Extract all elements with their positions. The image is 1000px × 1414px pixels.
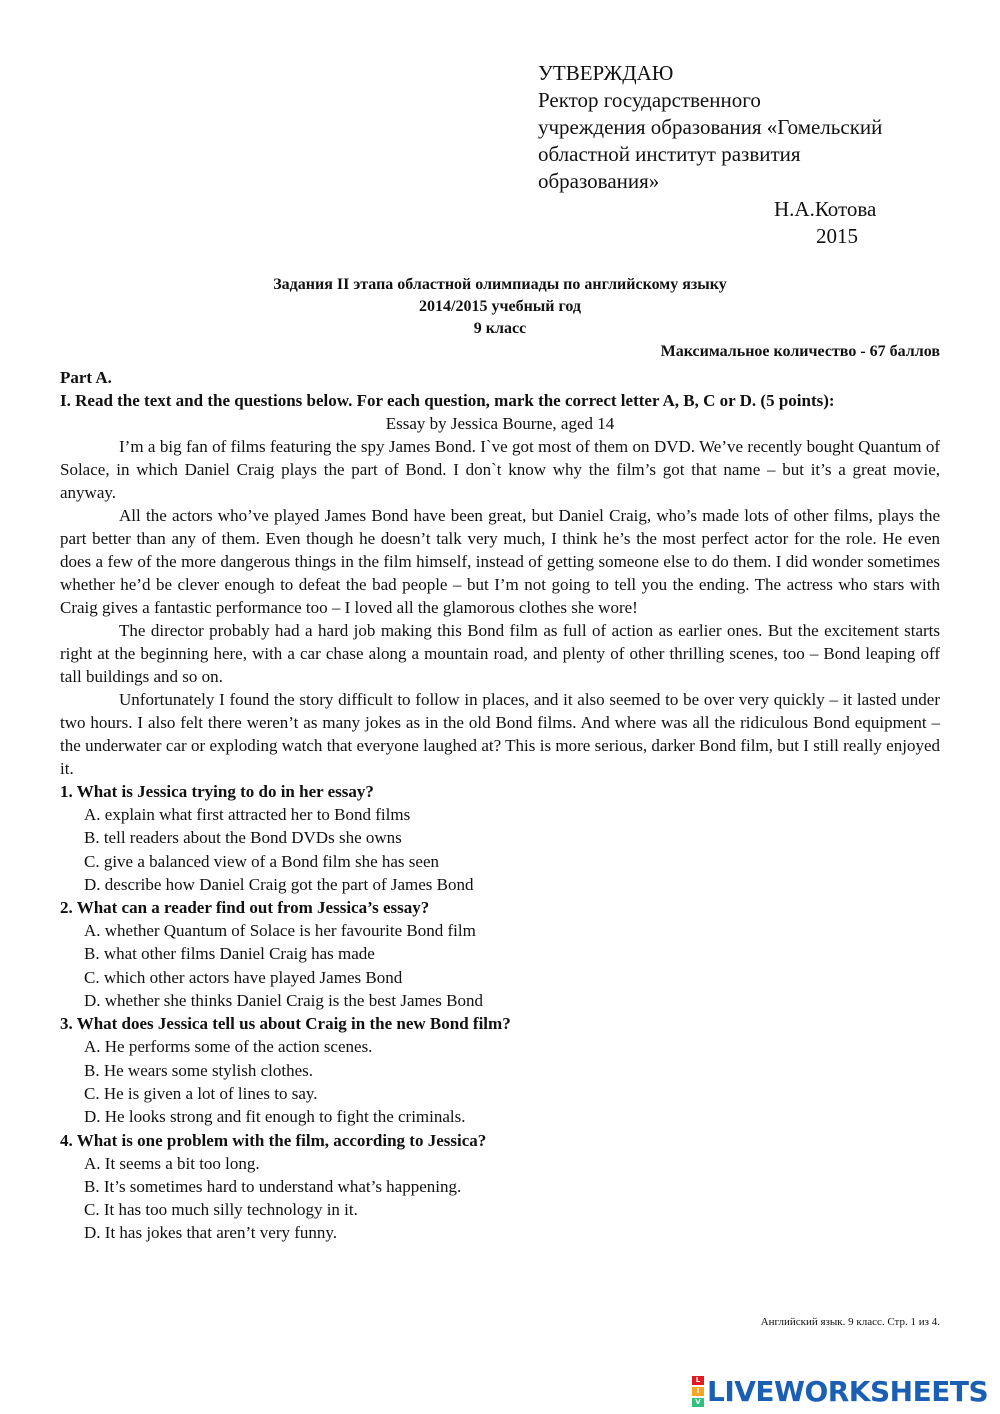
page-footer: Английский язык. 9 класс. Стр. 1 из 4.: [760, 1316, 940, 1328]
answer-option[interactable]: D. describe how Daniel Craig got the part of James Bond: [84, 874, 474, 894]
approval-line-3: областной институт развития: [538, 142, 801, 166]
essay-paragraph: The director probably had a hard job making this Bond film as full of action as earlier ones. But the excitement starts right at the beginning here, with a car chase along a mountain road, and plenty of other thrilling scenes, too – Bond leaping off tall buildings and so on.: [60, 621, 940, 686]
answer-option[interactable]: D. It has jokes that aren’t very funny.: [84, 1223, 338, 1243]
approval-line-1: Ректор государственного: [538, 88, 761, 112]
answer-option[interactable]: C. He is given a lot of lines to say.: [84, 1083, 318, 1103]
essay-paragraph: All the actors who’ve played James Bond have been great, but Daniel Craig, who’s made lots of other films, plays the part better than any of them. Even though he doesn’t talk very much, I think he’s the most perfect actor for the role. He even does a few of the more dangerous things in the film himself, instead of getting someone else to do them. I did wonder sometimes whether he’d be clever enough to defeat the bad people – but I’m not going to tell you the ending. The actress who stars with Craig gives a fantastic performance too – I loved all the glamorous clothes she wore!: [60, 506, 940, 617]
answer-option[interactable]: A. He performs some of the action scenes.: [84, 1037, 373, 1057]
essay-title: Essay by Jessica Bourne, aged 14: [385, 414, 615, 433]
approval-block: [538, 60, 958, 248]
task-instruction: I. Read the text and the questions below. For each question, mark the correct letter A, B, C or D. (5 points):: [60, 391, 835, 410]
approval-title: УТВЕРЖДАЮ: [538, 61, 674, 85]
essay-paragraph: Unfortunately I found the story difficult to follow in places, and it also seemed to be over very quickly – it lasted under two hours. I also felt there weren’t as many jokes as in the old Bond films. And where was all the ridiculous Bond equipment – the underwater car or exploding watch that everyone laughed at? This is more serious, darker Bond film, but I still really enjoyed it.: [60, 690, 940, 778]
document-header: [0, 274, 1000, 340]
logo-mark-icon: [692, 1375, 704, 1408]
answer-option[interactable]: A. explain what first attracted her to Bond films: [84, 805, 411, 824]
answer-option[interactable]: C. which other actors have played James Bond: [84, 967, 403, 987]
approval-line-4: образования»: [538, 169, 660, 193]
logo-square: I: [692, 1387, 704, 1396]
question-block: [60, 896, 940, 1012]
approval-signatory: Н.А.Котова: [774, 197, 877, 221]
question-block: [60, 1012, 940, 1128]
max-points: Максимальное количество - 67 баллов: [660, 343, 940, 360]
answer-option[interactable]: A. It seems a bit too long.: [84, 1153, 260, 1173]
approval-year: 2015: [816, 224, 858, 248]
question-3: 3. What does Jessica tell us about Craig in the new Bond film?: [60, 1014, 511, 1034]
question-block: [60, 1129, 940, 1245]
answer-option[interactable]: C. give a balanced view of a Bond film she has seen: [84, 851, 440, 871]
document-title: Задания II этапа областной олимпиады по английскому языку: [273, 276, 727, 293]
answer-option[interactable]: B. tell readers about the Bond DVDs she owns: [84, 828, 402, 848]
grade: 9 класс: [473, 320, 527, 337]
answer-option[interactable]: A. whether Quantum of Solace is her favourite Bond film: [84, 921, 476, 941]
question-1: 1. What is Jessica trying to do in her essay?: [60, 782, 374, 801]
answer-option[interactable]: D. He looks strong and fit enough to fight the criminals.: [84, 1107, 466, 1127]
part-label: Part A.: [60, 368, 112, 387]
answer-option[interactable]: B. It’s sometimes hard to understand what’s happening.: [84, 1176, 462, 1196]
answer-option[interactable]: B. He wears some stylish clothes.: [84, 1060, 313, 1080]
task-content: [60, 366, 940, 1245]
approval-line-2: учреждения образования «Гомельский: [538, 115, 883, 139]
logo-text: LIVEWORKSHEETS: [707, 1374, 989, 1408]
logo-square: L: [692, 1376, 704, 1385]
question-2: 2. What can a reader find out from Jessica’s essay?: [60, 898, 430, 918]
question-block: [60, 780, 940, 896]
answer-option[interactable]: D. whether she thinks Daniel Craig is the best James Bond: [84, 991, 483, 1011]
essay-paragraph: I’m a big fan of films featuring the spy James Bond. I`ve got most of them on DVD. We’ve recently bought Quantum of Solace, in which Daniel Craig plays the part of Bond. I don`t know why the film’s got that name – but it’s a great movie, anyway.: [60, 437, 940, 502]
logo-square: V: [692, 1398, 704, 1407]
answer-option[interactable]: B. what other films Daniel Craig has made: [84, 944, 375, 964]
school-year: 2014/2015 учебный год: [419, 298, 581, 315]
question-4: 4. What is one problem with the film, according to Jessica?: [60, 1130, 487, 1150]
answer-option[interactable]: C. It has too much silly technology in it.: [84, 1200, 358, 1220]
liveworksheets-logo: [692, 1374, 988, 1408]
